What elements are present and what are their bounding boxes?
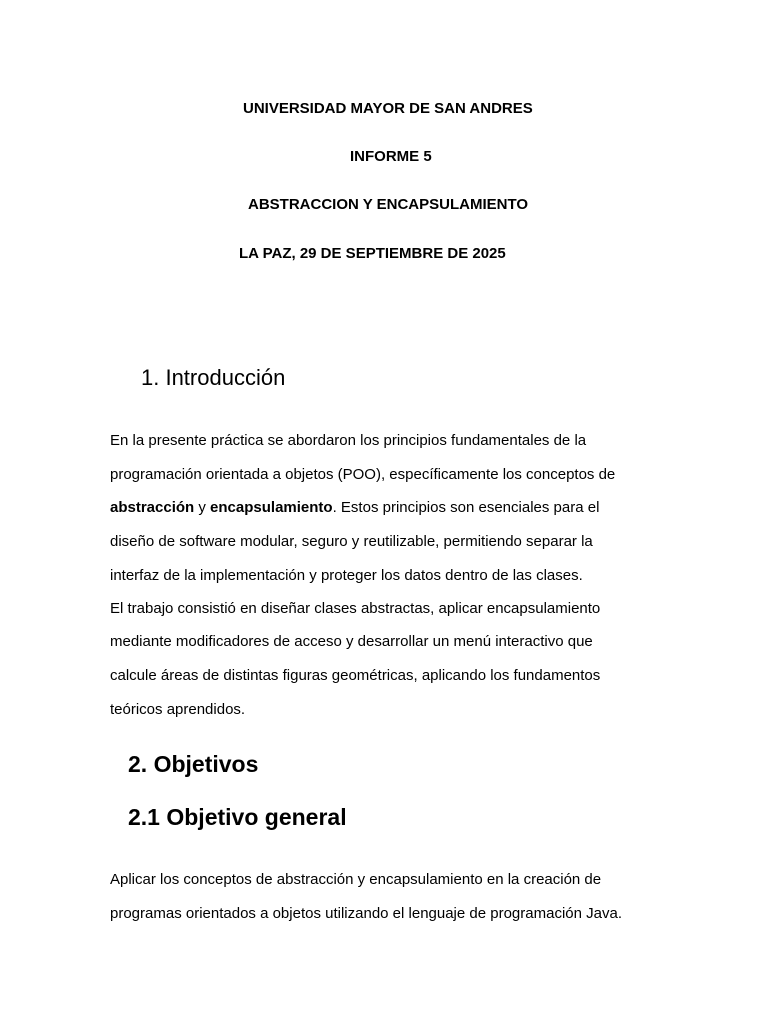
report-date: LA PAZ, 29 DE SEPTIEMBRE DE 2025 xyxy=(239,245,506,262)
objective-paragraph-line: Aplicar los conceptos de abstracción y encapsulamiento en la creación de xyxy=(110,871,602,888)
intro-paragraph-line xyxy=(110,499,599,517)
intro-paragraph-line: En la presente práctica se abordaron los principios fundamentales de la xyxy=(110,432,587,449)
objective-paragraph-line: programas orientados a objetos utilizando el lenguaje de programación Java. xyxy=(110,905,622,922)
introduction-heading: 1. Introducción xyxy=(141,365,286,390)
general-objective-heading: 2.1 Objetivo general xyxy=(128,804,347,830)
conjunction-text: y xyxy=(194,499,211,516)
intro-paragraph-line: teóricos aprendidos. xyxy=(110,701,246,718)
intro-paragraph-line: mediante modificadores de acceso y desarrollar un menú interactivo que xyxy=(110,633,593,650)
intro-paragraph-line: El trabajo consistió en diseñar clases abstractas, aplicar encapsulamiento xyxy=(110,600,601,617)
university-name: UNIVERSIDAD MAYOR DE SAN ANDRES xyxy=(243,100,533,117)
objectives-heading: 2. Objetivos xyxy=(128,751,259,777)
report-number: INFORME 5 xyxy=(350,148,432,165)
sentence-text: . Estos principios son esenciales para el xyxy=(332,499,600,516)
intro-paragraph-line: calcule áreas de distintas figuras geométricas, aplicando los fundamentos xyxy=(110,667,601,684)
term-encapsulamiento: encapsulamiento xyxy=(210,499,333,516)
report-topic: ABSTRACCION Y ENCAPSULAMIENTO xyxy=(248,196,529,213)
intro-paragraph-line: interfaz de la implementación y proteger los datos dentro de las clases. xyxy=(110,567,583,584)
intro-paragraph-line: diseño de software modular, seguro y reutilizable, permitiendo separar la xyxy=(110,533,593,550)
intro-paragraph-line: programación orientada a objetos (POO), específicamente los conceptos de xyxy=(110,466,616,483)
term-abstraccion: abstracción xyxy=(110,499,195,516)
